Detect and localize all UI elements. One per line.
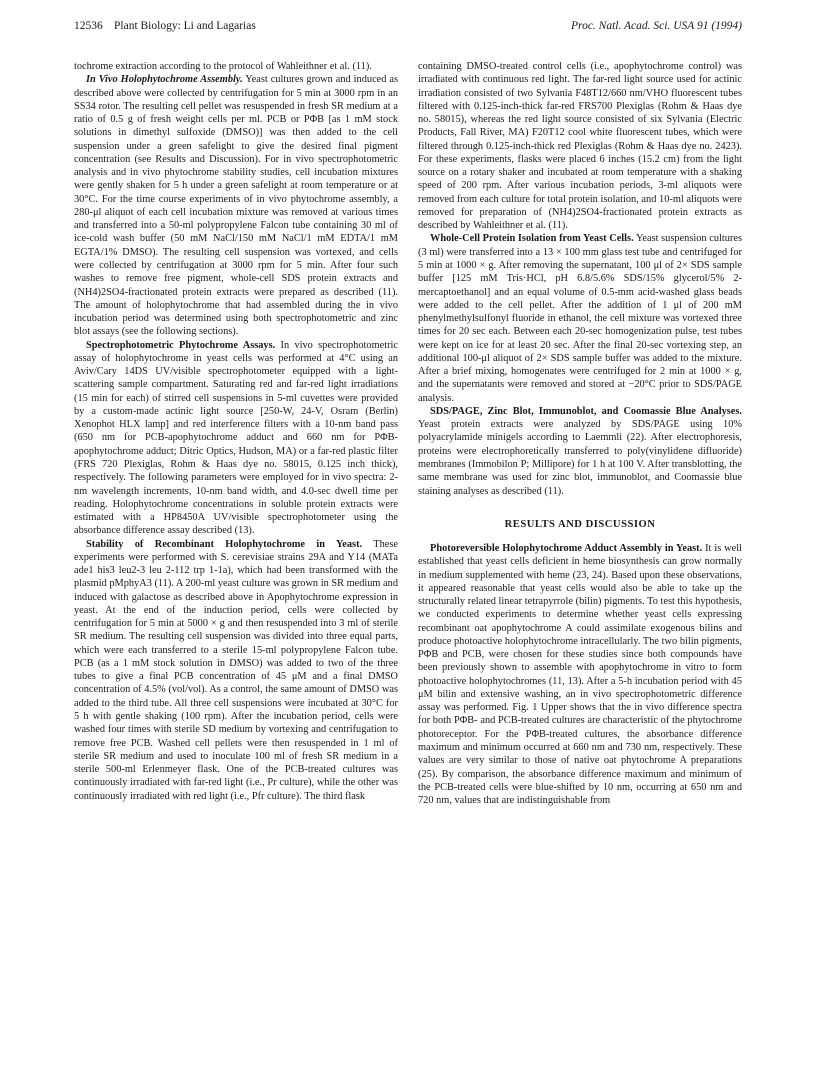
running-title: Plant Biology: Li and Lagarias <box>114 20 256 32</box>
paragraph-text: Yeast protein extracts were analyzed by SDS/PAGE using 10% polyacrylamide minigels according to Laemmli (22). After electrophoresis, proteins were electrophoretically transferred to poly(vinylidene difluoride) membranes (Immobilon P; Millipore) for 1 h at 100 V. After transblotting, the same membrane was used for zinc blot, immunoblot, and Coomassie blue staining analyses as described (11). <box>418 419 742 497</box>
paragraph-text: In vivo spectrophotometric assay of holophytochrome in yeast cells was performed at 4°C using an Aviv/Cary 14DS UV/visible spectrophotometer equipped with a light-scattering sample compartment. Saturating red and far-red light irradiations (15 min for each) of stirred cell suspensions in 5-ml cuvettes were provided by a custom-made actinic light source [250-W, 24-V, Osram (Berlin) Xenophot HLX lamp] and red interference filters with a 10-nm band pass (650 nm for PCB-apophytochrome adduct and 660 nm for PΦB-apophytochrome adduct; Ditric Optics, Hudson, MA) or a far-red plastic filter (FRS 720 Plexiglas, Rohm & Haas dye no. 58015, 0.125 inch thick), respectively. The following parameters were employed for in vivo spectra: 2-nm wavelength increments, 10-nm band width, and 4.0-sec dwell time per reading. Holophytochrome concentrations in soluble protein extracts were estimated with a HP8450A UV/visible spectrophotometer using the absorbance difference assay described (13). <box>74 339 398 537</box>
page-header <box>74 20 742 36</box>
journal-citation: Proc. Natl. Acad. Sci. USA 91 (1994) <box>571 20 742 32</box>
paragraph-continuation: containing DMSO-treated control cells (i.e., apophytochrome control) was irradiated with continuous red light. The far-red light source used for actinic irradiation consisted of two Sylvania F48T12/660 nm/VHO fluorescent tubes filtered with 0.125-inch-thick far-red FRS700 Plexiglas (Rohm & Haas dye no. 58015), whereas the red light source consisted of six Sylvania (Electric Products, Fall River, MA) F20T12 cool white fluorescent tubes, which were filtered through 0.125-inch-thick red Plexiglas (Rohm & Haas dye no. 2423). For these experiments, flasks were placed 6 inches (15.2 cm) from the light source on a rotary shaker and incubated at room temperature with a shaking speed of 200 rpm. After various incubation periods, 3-ml aliquots were removed from each culture for total protein isolation, and 10-ml aliquots were removed for preparation of (NH4)2SO4-fractionated protein extracts as described by Wahleithner et al. (11). <box>418 61 742 232</box>
section-heading-stability: Stability of Recombinant Holophytochrome in Yeast. <box>86 538 363 550</box>
page-number: 12536 <box>74 20 103 32</box>
left-column <box>74 60 398 803</box>
paragraph-spectrophotometric-assays <box>74 339 398 538</box>
paragraph-continuation: tochrome extraction according to the protocol of Wahleithner et al. (11). <box>74 61 372 72</box>
paragraph-text: Yeast cultures grown and induced as described above were collected by centrifugation for 5 min at 3000 rpm in an SS34 rotor. The resulting cell pellet was resuspended in fresh SR medium at a ratio of 0.5 g of fresh weight cells per ml. PCB or PΦB [as 1 mM stock solutions in dimethyl sulfoxide (DMSO)] was then added to the cell suspension under a green safelight to give the desired final pigment concentration (see Results and Discussion). For in vivo spectrophotometric analysis and in vivo phytochrome stability studies, cell incubation mixtures were gently shaken for 5 h under a green safelight at room temperature or at 30°C. For the time course experiments of in vivo phytochrome assembly, a 280-μl aliquot of each cell incubation mixture was removed at various times and transferred into a 50-ml polypropylene Falcon tube containing 30 ml of ice-cold wash buffer (50 mM NaCl/150 mM NaCl/1 mM EDTA/1 mM EGTA/1% DMSO). The resulting cell suspension was vortexed, and cells were collected by centrifugation at 3000 rpm for 5 min. After four such washes to remove free pigment, whole-cell SDS protein extracts and (NH4)2SO4-fractionated protein extracts were prepared as described (11). The amount of holophytochrome that had assembled during the in vivo incubation period was determined using both spectrophotometric and zinc blot assays (see the following sections). <box>74 74 398 338</box>
paragraph-stability <box>74 538 398 803</box>
paragraph-in-vivo-assembly <box>74 73 398 338</box>
section-heading-adduct-assembly: Photoreversible Holophytochrome Adduct Assembly in Yeast. <box>430 543 703 555</box>
section-heading-protein-isolation: Whole-Cell Protein Isolation from Yeast Cells. <box>430 233 634 245</box>
section-title-results: RESULTS AND DISCUSSION <box>504 518 656 530</box>
section-heading-sds-page: SDS/PAGE, Zinc Blot, Immunoblot, and Coomassie Blue Analyses. <box>430 405 742 417</box>
section-heading-spectrophotometric-assays: Spectrophotometric Phytochrome Assays. <box>86 339 276 351</box>
paragraph-adduct-assembly <box>418 542 742 807</box>
paragraph-sds-page <box>418 405 742 498</box>
section-heading-in-vivo-assembly: In Vivo Holophytochrome Assembly. <box>86 74 243 86</box>
paragraph-text: It is well established that yeast cells deficient in heme biosynthesis can grow normally in medium supplemented with heme (23, 24). Based upon these observations, it appeared reasonable that yeast cells would also be able to take up the structurally related linear tetrapyrrole (bilin) pigments. To test this hypothesis, we conducted experiments to determine whether yeast cells expressing recombinant oat apophytochrome A could assimilate exogenous bilins and produce photoactive holophytochrome intracellularly. The two bilin pigments, PΦB and PCB, were chosen for these studies since both compounds have been previously shown to assemble with apophytochrome in vitro to form photoactive holophytochromes (11, 13). After a 5-h incubation period with 45 μM bilin and extensive washing, an in vivo spectrophotometric difference assay was performed. Fig. 1 Upper shows that the in vivo difference spectra for both PΦB- and PCB-treated cultures are characteristic of the phytochrome photoreceptor. For the PΦB-treated cultures, the absorbance difference maximum and minimum occurred at 660 nm and 730 nm, respectively. These values are very similar to those of native oat phytochrome A preparations (25). By comparison, the absorbance difference maximum and minimum of the PCB-treated cells were blue-shifted by 10 nm, occurring at 650 nm and 720 nm, values that are indistinguishable from <box>418 543 742 807</box>
paragraph-protein-isolation <box>418 232 742 404</box>
paragraph-text: Yeast suspension cultures (3 ml) were transferred into a 13 × 100 mm glass test tube and centrifuged for 5 min at 1000 × g. After removing the supernatant, 100 μl of 2× SDS sample buffer [125 mM Tris·HCl, pH 6.8/5.6% SDS/15% glycerol/5% 2-mercaptoethanol] and an equal volume of 0.5-mm acid-washed glass beads were added to the cell pellet. After the addition of 1 μl of 200 mM phenylmethylsulfonyl fluoride in ethanol, the cell mixture was vortexed three times for 20 sec each. Between each 20-sec homogenization pulse, test tubes were kept on ice for at least 20 sec. After the final 20-sec vortexing step, an additional 100-μl aliquot of 2× SDS sample buffer was added to the mixture. After a brief mixing, homogenates were centrifuged for 2 min at 1000 × g, and the supernatants were removed and stored at −20°C prior to SDS/PAGE analysis. <box>418 233 742 404</box>
right-column <box>418 60 742 807</box>
paragraph-text: These experiments were performed with S. cerevisiae strains 29A and Y14 (MATa ade1 his3 leu2-3 leu 2-112 trp 1-1a), which had been transformed with the plasmid pMphyA3 (11). A 200-ml yeast culture was grown in SR medium and induced with galactose as described above in Apophytochrome expression in yeast. At the end of the induction period, cells were collected by centrifugation for 5 min at 5000 × g and then resuspended into 3 ml of sterile SR medium. The resulting cell suspension was divided into three equal parts, which were each transferred to a sterile 15-ml polypropylene Falcon tube. PCB (as a 1 mM stock solution in DMSO) was added to two of the three tubes to give a final PCB concentration of 45 μM and a final DMSO concentration of 4.5% (vol/vol). As a control, the same amount of DMSO was added to the third tube. All three cell suspensions were incubated at 30°C for 5 h with gentle shaking (100 rpm). After the incubation period, cells were washed four times with sterile SD medium by vortexing and centrifugation to remove free PCB. Washed cell pellets were then resuspended in 1 ml of sterile SR medium and used to inoculate 100 ml of fresh SR medium in a sterile 500-ml Erlenmeyer flask. One of the PCB-treated cultures was continuously irradiated with far-red light (i.e., Pr culture), while the other was continuously irradiated with red light (i.e., Pfr culture). The third flask <box>74 538 398 802</box>
